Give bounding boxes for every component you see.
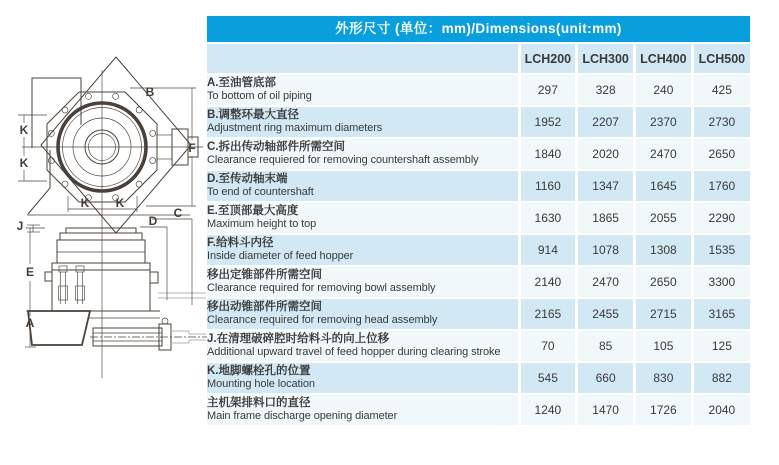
table-row (207, 266, 750, 298)
dimension-label-k3: K (80, 196, 90, 210)
cell-value: 2650 (635, 266, 693, 298)
row-label-zh: E.至顶部最大高度 (207, 205, 299, 217)
cell-value: 2650 (692, 138, 750, 170)
cell-value: 425 (692, 74, 750, 106)
column-header-lch500: LCH500 (692, 44, 750, 74)
dimension-label-c: C (173, 206, 183, 220)
cell-value: 2020 (577, 138, 635, 170)
table-row (207, 106, 750, 138)
dimensions-panel (207, 16, 750, 425)
cell-value: 1240 (519, 394, 577, 425)
cell-value: 2470 (635, 138, 693, 170)
dimension-label-k4: K (115, 196, 125, 210)
cell-value: 3165 (692, 298, 750, 330)
cell-value: 85 (577, 330, 635, 362)
cell-value: 830 (635, 362, 693, 394)
cell-value: 2290 (692, 202, 750, 234)
column-header-lch300: LCH300 (577, 44, 635, 74)
cell-value: 1760 (692, 170, 750, 202)
table-row (207, 362, 750, 394)
cell-value: 914 (519, 234, 577, 266)
row-label-zh: 移出定锥部件所需空间 (207, 269, 322, 281)
table-row (207, 298, 750, 330)
cell-value: 2715 (635, 298, 693, 330)
cell-value: 2040 (692, 394, 750, 425)
dimension-label-f: F (188, 141, 196, 155)
cell-value: 2455 (577, 298, 635, 330)
table-header-row (207, 44, 750, 74)
cell-value: 2207 (577, 106, 635, 138)
cell-value: 1630 (519, 202, 577, 234)
cell-value: 70 (519, 330, 577, 362)
dimension-label-d: D (148, 214, 158, 228)
table-row (207, 394, 750, 425)
table-row (207, 170, 750, 202)
cell-value: 545 (519, 362, 577, 394)
row-label-zh: C.拆出传动轴部件所需空间 (207, 141, 345, 153)
row-label-zh: F.给料斗内径 (207, 237, 274, 249)
row-label-zh: 移出动锥部件所需空间 (207, 301, 322, 313)
cell-value: 882 (692, 362, 750, 394)
row-label-en: Maximum height to top (207, 218, 317, 230)
cell-value: 1535 (692, 234, 750, 266)
dimension-label-b: B (145, 85, 155, 99)
cell-value: 1308 (635, 234, 693, 266)
table-row (207, 202, 750, 234)
row-label-en: Additional upward travel of feed hopper during clearing stroke (207, 346, 501, 358)
cell-value: 2055 (635, 202, 693, 234)
cell-value: 1840 (519, 138, 577, 170)
cell-value: 2470 (577, 266, 635, 298)
cell-value: 240 (635, 74, 693, 106)
row-label-zh: A.至油管底部 (207, 77, 276, 89)
row-label-zh: B.调整环最大直径 (207, 109, 299, 121)
row-label-zh: K.地脚螺栓孔的位置 (207, 365, 311, 377)
cell-value: 1347 (577, 170, 635, 202)
row-label-en: Clearance required for removing head assembly (207, 314, 438, 326)
dimension-label-e: E (25, 265, 35, 279)
dimension-label-k2: K (19, 156, 29, 170)
cell-value: 2165 (519, 298, 577, 330)
cell-value: 328 (577, 74, 635, 106)
row-label-en: Mounting hole location (207, 378, 315, 390)
row-label-zh: D.至传动轴末端 (207, 173, 288, 185)
label-column-header (207, 44, 519, 74)
dimension-label-a: A (25, 316, 35, 330)
cell-value: 297 (519, 74, 577, 106)
technical-drawing (0, 0, 210, 465)
row-label-en: Adjustment ring maximum diameters (207, 122, 383, 134)
row-label-en: Inside diameter of feed hopper (207, 250, 354, 262)
cell-value: 1470 (577, 394, 635, 425)
row-label-zh: 主机架排料口的直径 (207, 397, 311, 409)
table-row (207, 234, 750, 266)
row-label-en: Clearance required for removing bowl assembly (207, 282, 436, 294)
table-row (207, 138, 750, 170)
cell-value: 1952 (519, 106, 577, 138)
cell-value: 1645 (635, 170, 693, 202)
cell-value: 1160 (519, 170, 577, 202)
row-label-zh: J.在清理破碎腔时给料斗的向上位移 (207, 333, 390, 345)
cell-value: 660 (577, 362, 635, 394)
table-row (207, 74, 750, 106)
table-row (207, 330, 750, 362)
row-label-en: To end of countershaft (207, 186, 314, 198)
dimension-label-k1: K (19, 123, 29, 137)
cell-value: 1726 (635, 394, 693, 425)
row-label-en: Clearance requiered for removing countershaft assembly (207, 154, 479, 166)
table-title: 外形尺寸 (单位：mm)/Dimensions(unit:mm) (207, 16, 750, 42)
cell-value: 2730 (692, 106, 750, 138)
cell-value: 125 (692, 330, 750, 362)
cell-value: 3300 (692, 266, 750, 298)
column-header-lch200: LCH200 (519, 44, 577, 74)
cell-value: 2370 (635, 106, 693, 138)
cell-value: 105 (635, 330, 693, 362)
cell-value: 2140 (519, 266, 577, 298)
row-label-en: To bottom of oil piping (207, 90, 312, 102)
dimension-label-j: J (16, 219, 24, 233)
cell-value: 1865 (577, 202, 635, 234)
cell-value: 1078 (577, 234, 635, 266)
dimensions-table (207, 44, 750, 425)
column-header-lch400: LCH400 (635, 44, 693, 74)
row-label-en: Main frame discharge opening diameter (207, 410, 398, 422)
